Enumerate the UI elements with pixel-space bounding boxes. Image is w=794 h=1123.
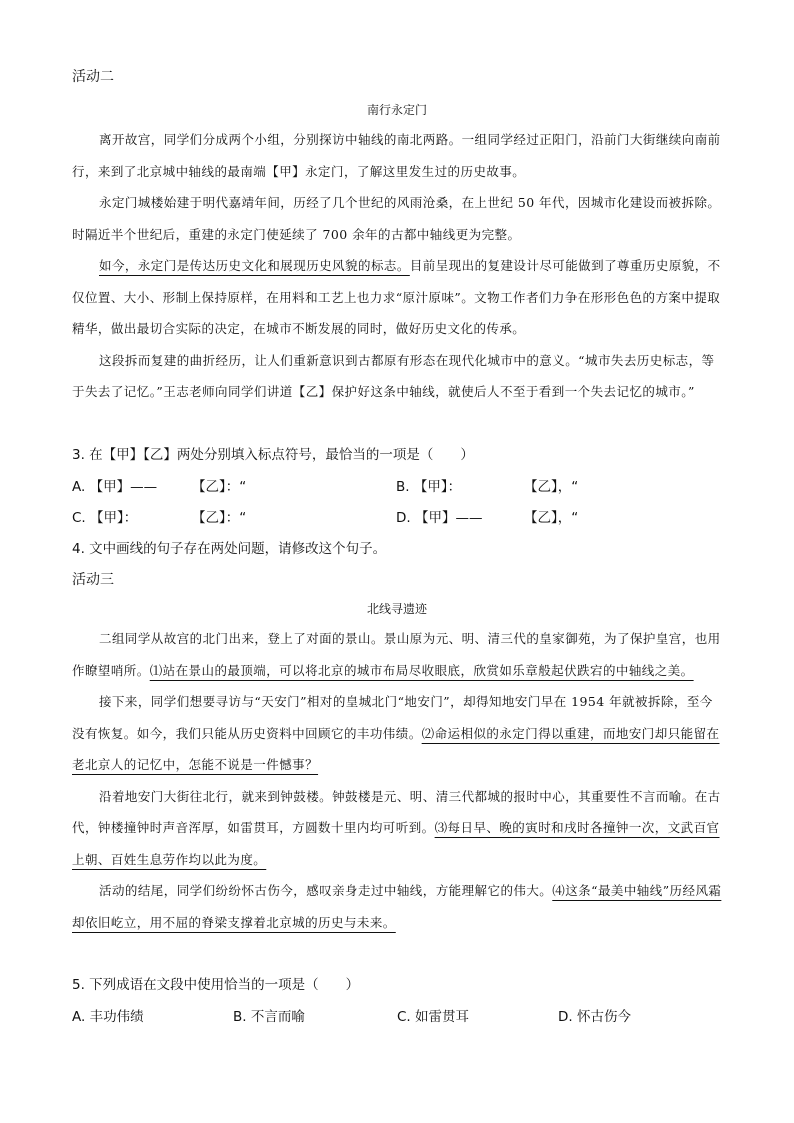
activity2-heading: 活动二: [72, 69, 114, 85]
q3-option-c-jia: C. 【甲】：: [72, 510, 138, 526]
question-4-stem: 4. 文中画线的句子存在两处问题，请修改这个句子。: [72, 541, 387, 557]
q5-option-c: C. 如雷贯耳: [397, 1009, 470, 1025]
q3-option-d-jia: D. 【甲】——: [396, 510, 483, 526]
q3-option-a-jia: A. 【甲】——: [72, 479, 158, 495]
paragraph: [72, 250, 722, 345]
paragraph-text: 接下来，同学们想要寻访与“天安门”相对的皇城北门“地安门”，却得知地安门早在 1954 年就被拆除，至今没有恢复。如今，我们只能从历史资料中回顾它的丰功伟绩。: [72, 694, 713, 741]
paragraph-text: 沿着地安门大街往北行，就来到钟鼓楼。钟鼓楼是元、明、清三代都城的报时中心，其重要性不言而喻。在古代，钟楼撞钟时声音浑厚，如雷贯耳，方圆数十里内均可听到。: [72, 788, 721, 835]
q3-option-b-jia: B. 【甲】：: [396, 479, 462, 495]
question-5-stem: 5. 下列成语在文段中使用恰当的一项是（ ）: [72, 977, 360, 993]
activity3-heading: 活动三: [72, 572, 114, 588]
activity2-title: 南行永定门: [366, 103, 427, 117]
underlined-sentence-2: ⑵命运相似的永定门得以重建，而地安门却只能留在老北京人的记忆中，怎能不说是一件憾事？: [72, 725, 720, 772]
q5-option-b: B. 不言而喻: [233, 1009, 305, 1025]
underlined-sentence: 如今，永定门是传达历史文化和展现历史风貌的标志。: [99, 258, 410, 273]
paragraph: [72, 781, 722, 876]
question-3-stem: 3. 在【甲】【乙】两处分别填入标点符号，最恰当的一项是（ ）: [72, 447, 474, 463]
paragraph: 这段拆而复建的曲折经历，让人们重新意识到古都原有形态在现代化城市中的意义。“城市失去历史标志，等于失去了记忆。”王志老师向同学们讲道【乙】保护好这条中轴线，就使后人不至于看到一个失去记忆的城市。”: [72, 352, 715, 399]
q5-option-d: D. 怀古伤今: [558, 1009, 631, 1025]
underlined-sentence-4: ⑷这条“最美中轴线”历经风霜却依旧屹立，用不屈的脊梁支撑着北京城的历史与未来。: [72, 883, 722, 930]
underlined-sentence-3: ⑶每日早、晚的寅时和戌时各撞钟一次，文武百官上朝、百姓生息劳作均以此为度。: [72, 820, 720, 867]
activity3-title: 北线寻遗迹: [366, 602, 427, 616]
paragraph-text: 目前呈现出的复建设计尽可能做到了尊重历史原貌，不仅位置、大小、形制上保持原样，在用料和工艺上也力求“原汁原味”。文物工作者们力争在形形色色的方案中提取精华，做出最切合实际的决定，在城市不断发展的同时，做好历史文化的传承。: [72, 258, 721, 336]
q5-option-a: A. 丰功伟绩: [72, 1009, 144, 1025]
q3-option-d-yi: 【乙】，“: [524, 510, 579, 526]
paragraph-text: 活动的结尾，同学们纷纷怀古伤今，感叹亲身走过中轴线，方能理解它的伟大。: [99, 883, 553, 898]
activity3-passage: [72, 623, 722, 938]
paragraph: 永定门城楼始建于明代嘉靖年间，历经了几个世纪的风雨沧桑，在上世纪 50 年代，因城市化建设而被拆除。时隔近半个世纪后，重建的永定门使延续了 700 余年的古都中轴线更为完整。: [72, 195, 721, 242]
paragraph: [72, 623, 722, 686]
activity2-passage: [72, 124, 722, 408]
q3-option-c-yi: 【乙】：“: [192, 510, 247, 526]
paragraph-text: 二组同学从故宫的北门出来，登上了对面的景山。景山原为元、明、清三代的皇家御苑，为了保护皇宫，也用作瞭望哨所。: [72, 631, 721, 678]
paragraph: [72, 875, 722, 938]
paragraph: 离开故宫，同学们分成两个小组，分别探访中轴线的南北两路。一组同学经过正阳门，沿前门大街继续向南前行，来到了北京城中轴线的最南端【甲】永定门，了解这里发生过的历史故事。: [72, 132, 721, 179]
q3-option-b-yi: 【乙】，“: [524, 479, 579, 495]
q3-option-a-yi: 【乙】：“: [192, 479, 247, 495]
paragraph: [72, 686, 722, 781]
underlined-sentence-1: ⑴站在景山的最顶端，可以将北京的城市布局尽收眼底，欣赏如乐章般起伏跌宕的中轴线之美。: [149, 662, 694, 678]
